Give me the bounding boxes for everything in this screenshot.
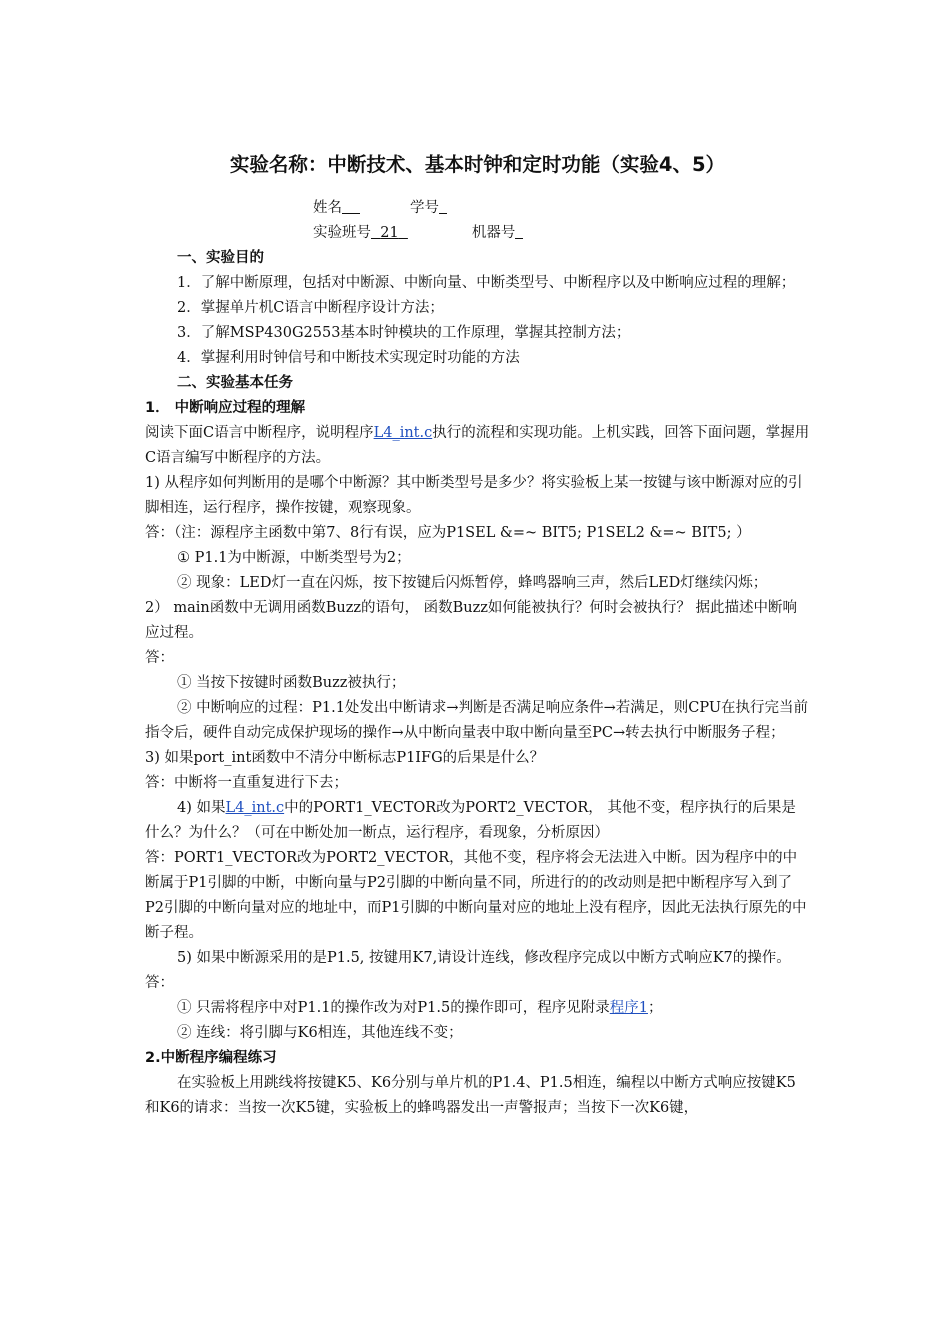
id-label: 学号 — [410, 200, 439, 216]
name-label: 姓名 — [313, 200, 342, 216]
last-paragraph: 在实验板上用跳线将按键K5、K6分别与单片机的P1.4、P1.5相连，编程以中断方式响应按键K5和K6的请求：当按一次K5键，实验板上的蜂鸣器发出一声警报声；当按下一次K6键， — [145, 1075, 796, 1116]
question-5: 5) 如果中断源采用的是P1.5, 按键用K7,请设计连线，修改程序完成以中断方式响应K7的操作。 — [177, 950, 791, 966]
question-1: 1) 从程序如何判断用的是哪个中断源？其中断类型号是多少？将实验板上某一按键与该中断源对应的引脚相连，运行程序，操作按键，观察现象。 — [145, 475, 803, 516]
class-label: 实验班号 — [313, 225, 371, 241]
answer-1-item-2: ② 现象：LED灯一直在闪烁，按下按键后闪烁暂停，蜂鸣器响三声，然后LED灯继续闪烁； — [177, 575, 768, 591]
page-title: 实验名称：中断技术、基本时钟和定时功能（实验4、5） — [229, 153, 726, 176]
answer-5-item-2: ② 连线：将引脚与K6相连，其他连线不变； — [177, 1025, 463, 1041]
link-l4-int-c-2[interactable]: L4_int.c — [225, 800, 285, 816]
answer-2-item-1: ① 当按下按键时函数Buzz被执行； — [177, 675, 406, 691]
name-blank — [342, 197, 360, 214]
student-info — [145, 196, 810, 246]
question-2: 2） main函数中无调用函数Buzz的语句， 函数Buzz如何能被执行？何时会被执行？ 据此描述中断响应过程。 — [145, 600, 797, 641]
question-4: 4) 如果L4_int.c中的PORT1_VECTOR改为PORT2_VECTOR， 其他不变，程序执行的后果是什么？为什么？（可在中断处加一断点，运行程序，看现象，分析原因） — [145, 800, 796, 841]
link-program-1[interactable]: 程序1 — [609, 1000, 648, 1016]
objective-3: 3．了解MSP430G2553基本时钟模块的工作原理，掌握其控制方法； — [177, 325, 631, 341]
answer-2-label: 答： — [145, 650, 174, 666]
machine-label: 机器号 — [471, 225, 516, 241]
subsection-1-heading: 1． 中断响应过程的理解 — [145, 400, 306, 416]
objective-1: 1．了解中断原理，包括对中断源、中断向量、中断类型号、中断程序以及中断响应过程的理解； — [177, 275, 796, 291]
answer-5-item-1: ① 只需将程序中对P1.1的操作改为对P1.5的操作即可，程序见附录程序1； — [177, 1000, 663, 1016]
subsection-2-heading: 2.中断程序编程练习 — [145, 1050, 277, 1066]
section-2-heading: 二、实验基本任务 — [177, 375, 293, 391]
answer-1-item-1: ① P1.1为中断源，中断类型号为2； — [177, 550, 411, 566]
answer-3: 答：中断将一直重复进行下去； — [145, 775, 348, 791]
info-row-1 — [313, 196, 810, 221]
answer-1-note: 答：（注：源程序主函数中第7、8行有误，应为P1SEL &=~ BIT5; P1SEL2 &=~ BIT5; ） — [145, 525, 751, 541]
section-1-heading: 一、实验目的 — [177, 250, 264, 266]
document-body — [145, 148, 810, 1121]
answer-4: 答：PORT1_VECTOR改为PORT2_VECTOR，其他不变，程序将会无法进入中断。因为程序中的中断属于P1引脚的中断，中断向量与P2引脚的中断向量不同，所进行的的改动则是把中断程序写入到了P2引脚的中断向量对应的地址中，而P1引脚的中断向量对应的地址上没有程序，因此无法执行原先的中断子程。 — [145, 850, 807, 941]
machine-blank — [515, 222, 523, 239]
info-row-2 — [313, 221, 810, 246]
objective-2: 2．掌握单片机C语言中断程序设计方法； — [177, 300, 444, 316]
question-3: 3) 如果port_int函数中不清分中断标志P1IFG的后果是什么？ — [145, 750, 545, 766]
link-l4-int-c[interactable]: L4_int.c — [373, 425, 433, 441]
id-blank — [439, 197, 447, 214]
answer-2-item-2: ② 中断响应的过程：P1.1处发出中断请求→判断是否满足响应条件→若满足，则CPU在执行完当前指令后，硬件自动完成保护现场的操作→从中断向量表中取中断向量至PC→转去执行中断服务子程； — [145, 700, 809, 741]
answer-5-label: 答： — [145, 975, 174, 991]
objective-4: 4．掌握利用时钟信号和中断技术实现定时功能的方法 — [177, 350, 520, 366]
intro-paragraph: 阅读下面C语言中断程序，说明程序L4_int.c执行的流程和实现功能。上机实践，回答下面问题，掌握用C语言编写中断程序的方法。 — [145, 425, 810, 466]
class-value: 21 — [380, 225, 399, 241]
